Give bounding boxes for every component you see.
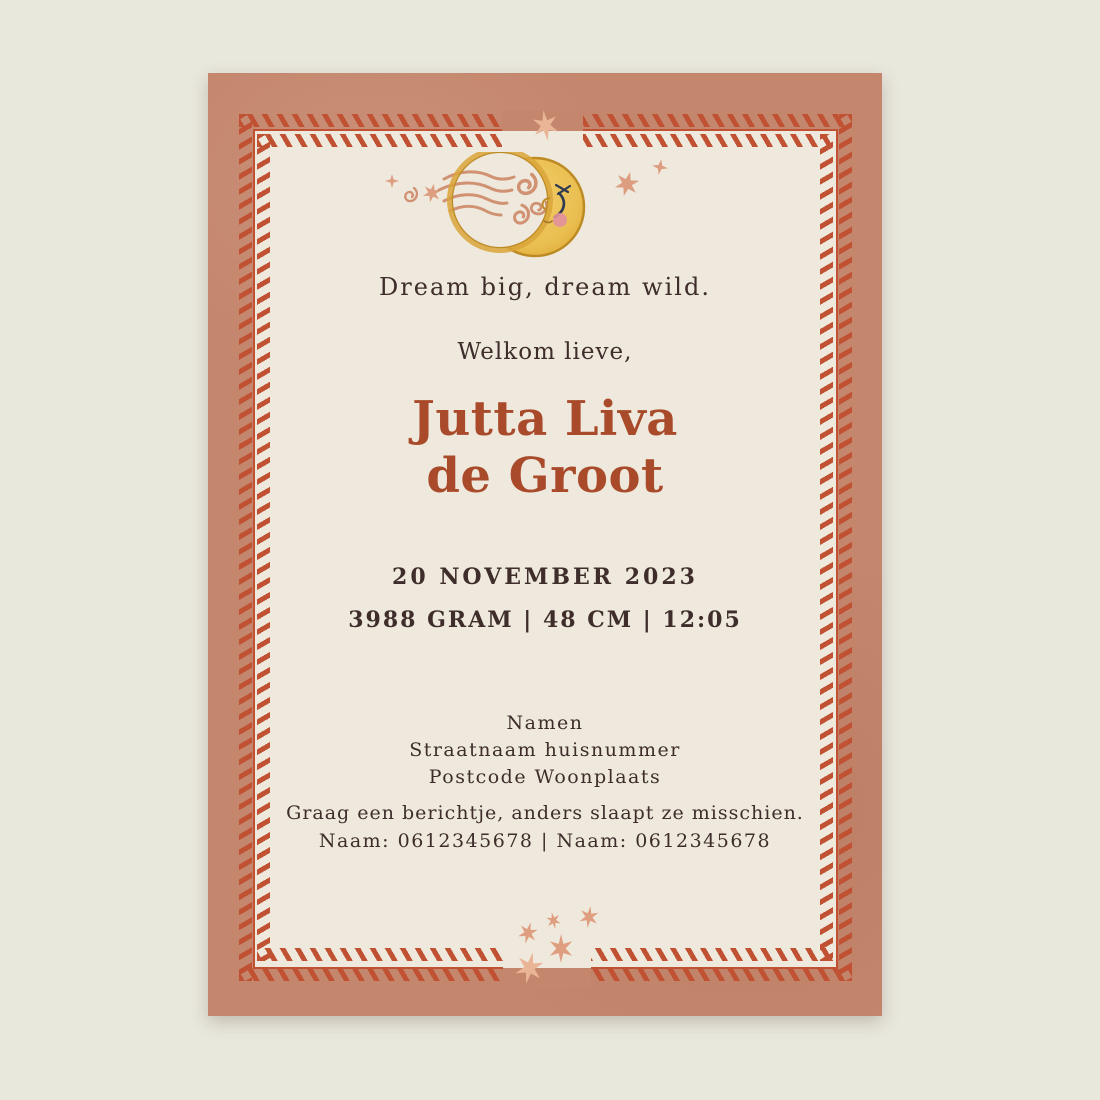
- address-line-2: Straatnaam huisnummer: [409, 739, 681, 761]
- border-gap-bottom: [503, 945, 591, 988]
- swirl-icon: [405, 188, 417, 201]
- baby-name: [208, 391, 882, 505]
- address-line-3: Postcode Woonplaats: [428, 766, 662, 788]
- baby-name-line2: de Groot: [426, 448, 664, 504]
- star-icon: [613, 158, 669, 199]
- birth-stats: 3988 GRAM | 48 CM | 12:05: [348, 607, 742, 633]
- address-line-1: Namen: [506, 712, 584, 734]
- crescent-moon-illustration: [384, 152, 684, 267]
- sparkle-icon: [385, 174, 399, 188]
- address-block: [208, 710, 882, 791]
- birth-date: 20 NOVEMBER 2023: [392, 564, 698, 590]
- tagline-text: Dream big, dream wild.: [379, 273, 711, 301]
- welcome-text: Welkom lieve,: [457, 339, 633, 365]
- contact-phones: Naam: 0612345678 | Naam: 0612345678: [318, 830, 772, 852]
- baby-name-line1: Jutta Liva: [412, 391, 678, 447]
- birth-announcement-card: [208, 73, 882, 1016]
- star-icon: [422, 182, 442, 204]
- rsvp-message: Graag een berichtje, anders slaapt ze misschien.: [286, 802, 804, 824]
- border-gap-top: [502, 110, 583, 153]
